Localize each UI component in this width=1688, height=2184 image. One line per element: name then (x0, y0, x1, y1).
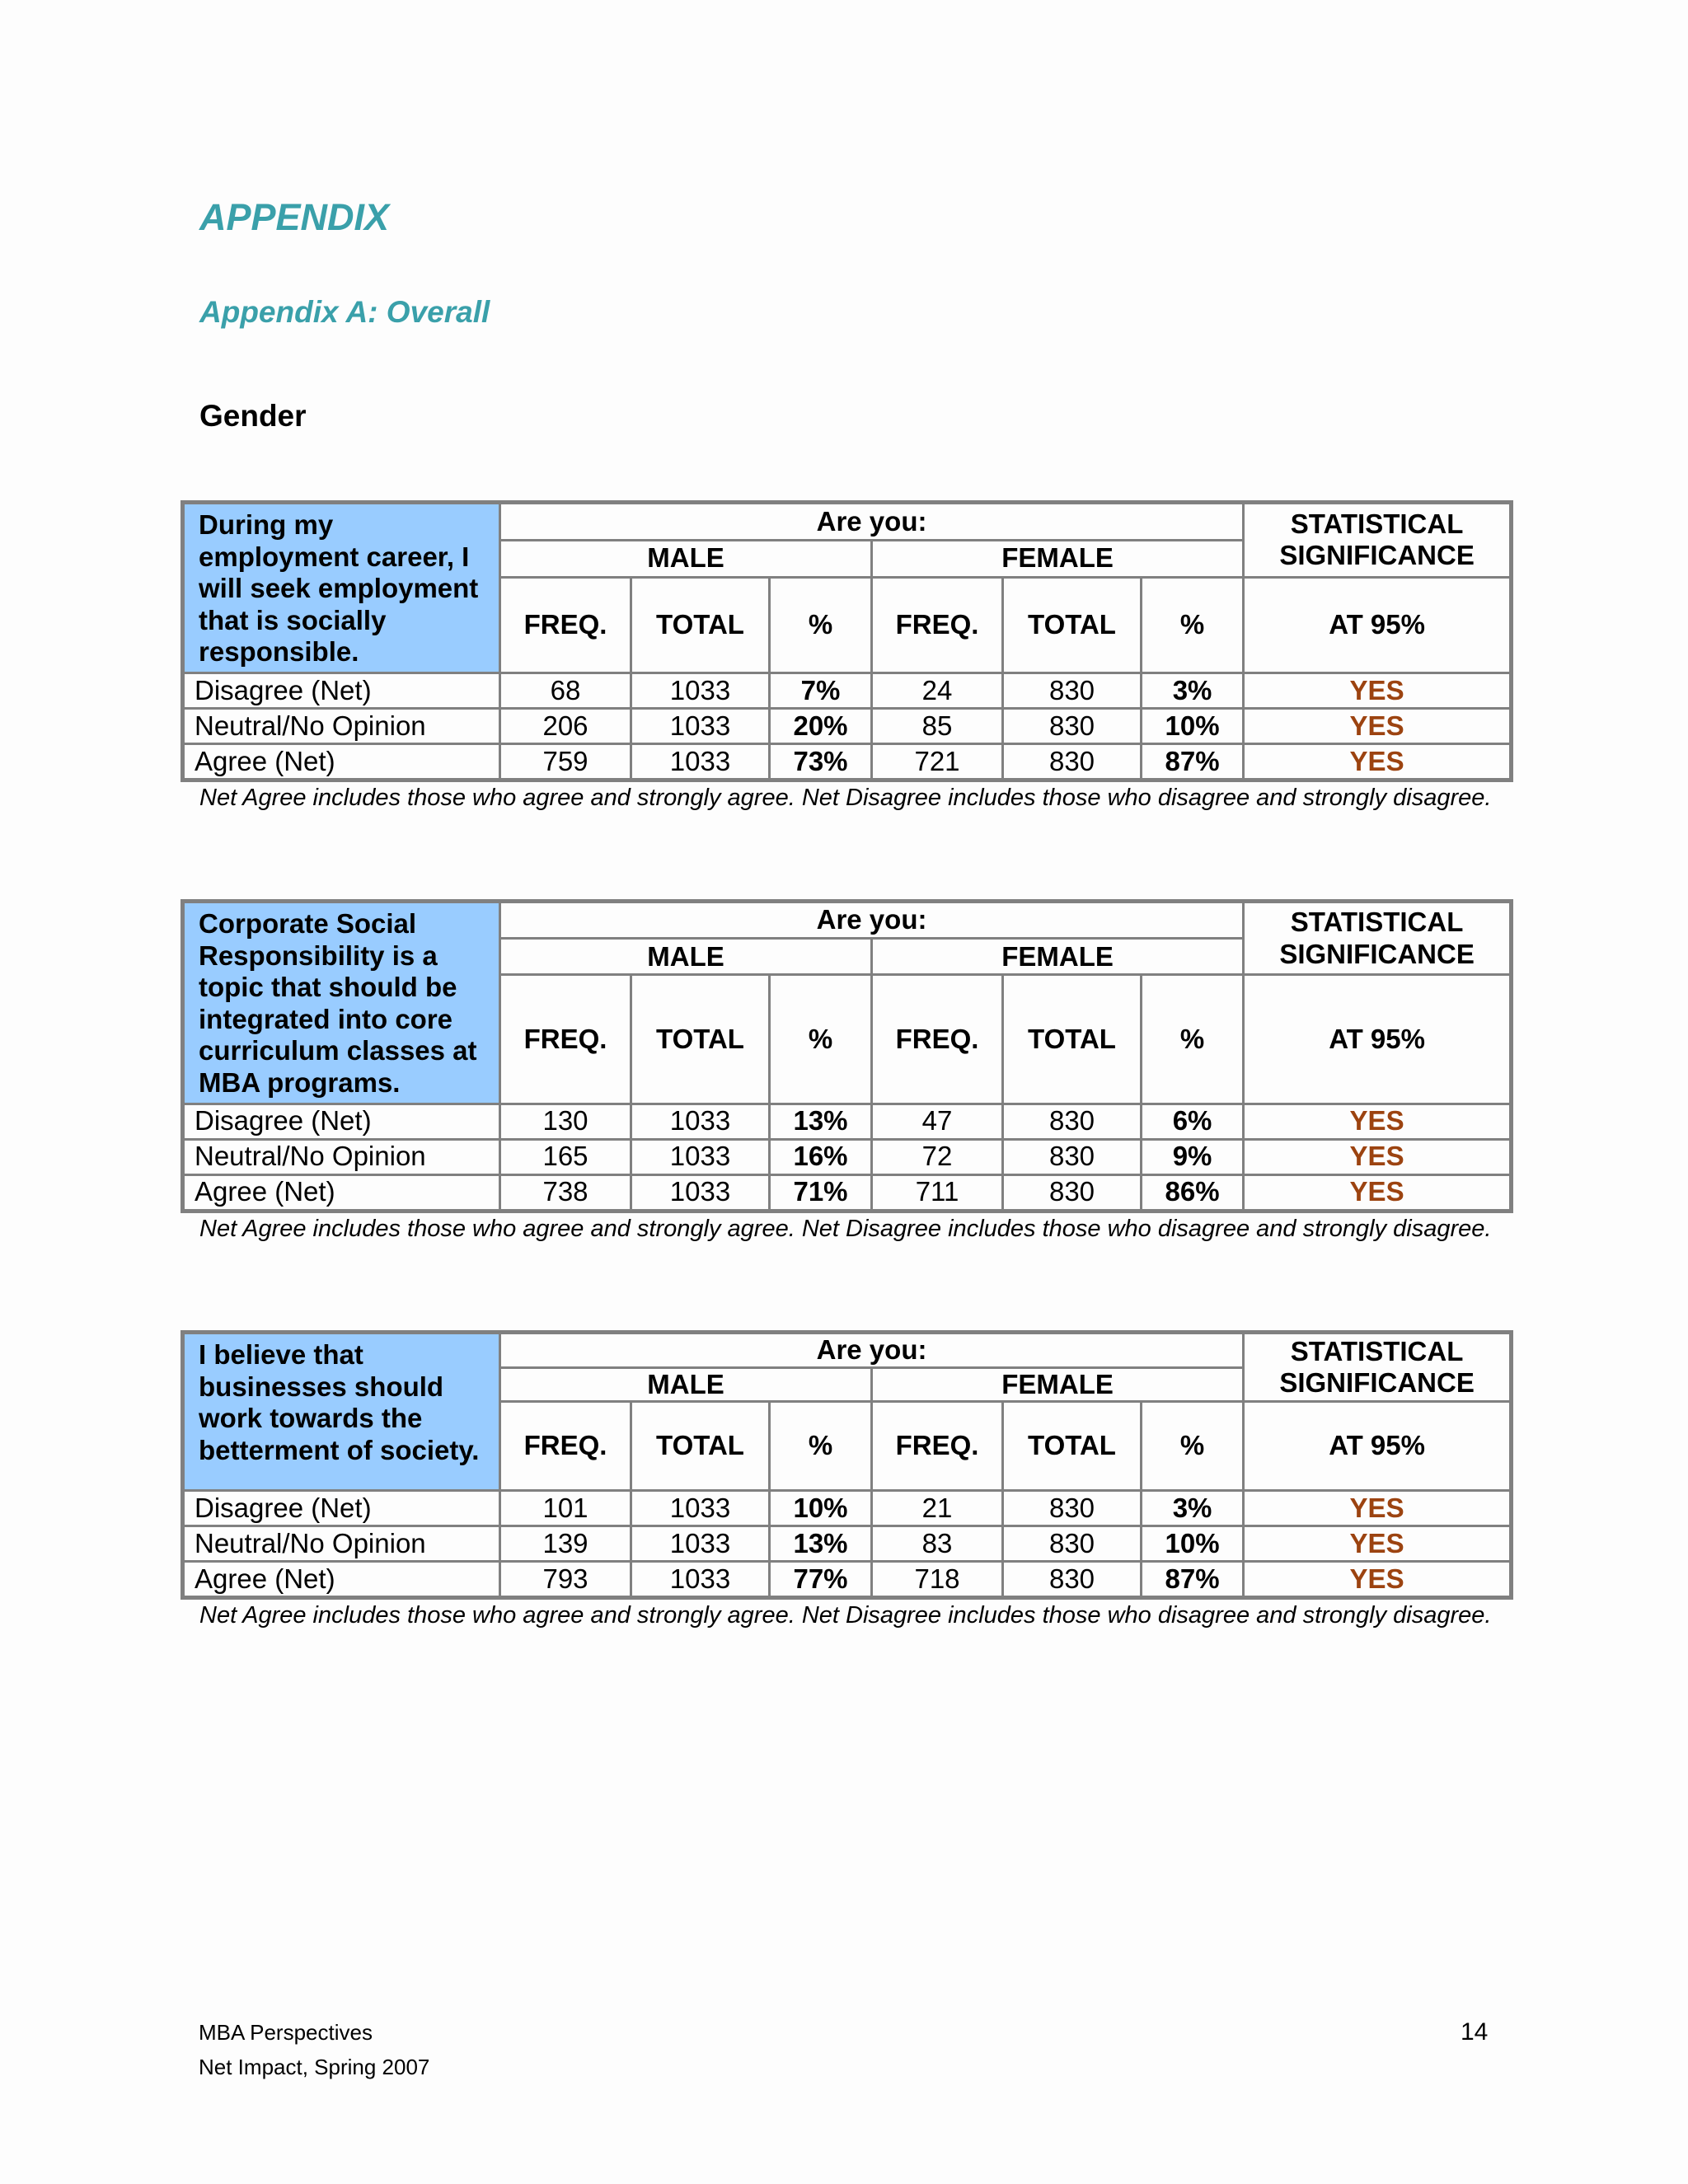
total-header: TOTAL (1003, 1402, 1142, 1491)
female-freq: 721 (872, 744, 1003, 780)
female-freq: 72 (872, 1139, 1003, 1174)
male-freq: 68 (500, 673, 631, 709)
total-header: TOTAL (1003, 577, 1142, 673)
male-total: 1033 (631, 744, 770, 780)
survey-table-block-1 (181, 500, 1509, 813)
female-total: 830 (1003, 709, 1142, 744)
female-total: 830 (1003, 1174, 1142, 1211)
male-freq: 759 (500, 744, 631, 780)
female-pct: 10% (1142, 709, 1244, 744)
pct-header: % (770, 577, 872, 673)
significance-value: YES (1244, 673, 1512, 709)
row-label: Disagree (Net) (183, 1491, 500, 1526)
subsection-title: Gender (199, 399, 307, 433)
female-total: 830 (1003, 1104, 1142, 1139)
freq-header: FREQ. (500, 577, 631, 673)
table-row (183, 709, 1512, 744)
survey-table-block-3 (181, 1330, 1509, 1630)
row-label: Agree (Net) (183, 744, 500, 780)
significance-value: YES (1244, 1562, 1512, 1598)
are-you-header: Are you: (500, 503, 1244, 541)
stat-sig-header: STATISTICAL SIGNIFICANCE (1244, 503, 1512, 578)
total-header: TOTAL (1003, 975, 1142, 1104)
male-total: 1033 (631, 673, 770, 709)
male-pct: 16% (770, 1139, 872, 1174)
table-row (183, 1139, 1512, 1174)
male-freq: 206 (500, 709, 631, 744)
survey-table (181, 1330, 1513, 1600)
question-cell: During my employment career, I will seek employment that is socially responsible. (183, 503, 500, 673)
male-freq: 793 (500, 1562, 631, 1598)
significance-value: YES (1244, 1526, 1512, 1562)
total-header: TOTAL (631, 975, 770, 1104)
female-pct: 87% (1142, 744, 1244, 780)
female-total: 830 (1003, 744, 1142, 780)
total-header: TOTAL (631, 577, 770, 673)
freq-header: FREQ. (872, 1402, 1003, 1491)
male-freq: 101 (500, 1491, 631, 1526)
table-footnote: Net Agree includes those who agree and strongly agree. Net Disagree includes those who disagree and strongly disagree. (199, 1602, 1492, 1629)
male-pct: 77% (770, 1562, 872, 1598)
male-header: MALE (500, 939, 872, 975)
table-row (183, 1526, 1512, 1562)
question-cell: Corporate Social Responsibility is a topic that should be integrated into core curriculum classes at MBA programs. (183, 902, 500, 1104)
female-freq: 24 (872, 673, 1003, 709)
female-freq: 85 (872, 709, 1003, 744)
female-pct: 3% (1142, 673, 1244, 709)
table-row (183, 1174, 1512, 1211)
stat-sig-header: STATISTICAL SIGNIFICANCE (1244, 902, 1512, 975)
row-label: Neutral/No Opinion (183, 1526, 500, 1562)
footer-publication: MBA Perspectives (199, 2020, 373, 2045)
female-pct: 6% (1142, 1104, 1244, 1139)
female-pct: 3% (1142, 1491, 1244, 1526)
table-row (183, 1104, 1512, 1139)
are-you-header: Are you: (500, 902, 1244, 939)
at95-header: AT 95% (1244, 577, 1512, 673)
total-header: TOTAL (631, 1402, 770, 1491)
pct-header: % (1142, 975, 1244, 1104)
male-freq: 738 (500, 1174, 631, 1211)
row-label: Neutral/No Opinion (183, 709, 500, 744)
male-header: MALE (500, 1367, 872, 1402)
female-total: 830 (1003, 1491, 1142, 1526)
pct-header: % (1142, 1402, 1244, 1491)
male-total: 1033 (631, 1174, 770, 1211)
significance-value: YES (1244, 744, 1512, 780)
pct-header: % (770, 1402, 872, 1491)
significance-value: YES (1244, 709, 1512, 744)
freq-header: FREQ. (500, 975, 631, 1104)
male-pct: 13% (770, 1104, 872, 1139)
female-freq: 718 (872, 1562, 1003, 1598)
female-total: 830 (1003, 1139, 1142, 1174)
survey-table-block-2 (181, 899, 1509, 1244)
row-label: Agree (Net) (183, 1562, 500, 1598)
male-pct: 20% (770, 709, 872, 744)
male-total: 1033 (631, 1104, 770, 1139)
male-total: 1033 (631, 1139, 770, 1174)
table-row (183, 673, 1512, 709)
significance-value: YES (1244, 1491, 1512, 1526)
male-pct: 13% (770, 1526, 872, 1562)
row-label: Disagree (Net) (183, 1104, 500, 1139)
at95-header: AT 95% (1244, 1402, 1512, 1491)
female-freq: 21 (872, 1491, 1003, 1526)
female-freq: 711 (872, 1174, 1003, 1211)
freq-header: FREQ. (500, 1402, 631, 1491)
page-title: APPENDIX (199, 196, 390, 238)
female-freq: 47 (872, 1104, 1003, 1139)
row-label: Neutral/No Opinion (183, 1139, 500, 1174)
footer-edition: Net Impact, Spring 2007 (199, 2055, 430, 2079)
female-header: FEMALE (872, 939, 1244, 975)
female-freq: 83 (872, 1526, 1003, 1562)
freq-header: FREQ. (872, 975, 1003, 1104)
stat-sig-header: STATISTICAL SIGNIFICANCE (1244, 1333, 1512, 1402)
male-freq: 130 (500, 1104, 631, 1139)
male-total: 1033 (631, 709, 770, 744)
male-freq: 139 (500, 1526, 631, 1562)
footer (199, 2015, 429, 2084)
pct-header: % (1142, 577, 1244, 673)
female-total: 830 (1003, 673, 1142, 709)
female-total: 830 (1003, 1562, 1142, 1598)
female-header: FEMALE (872, 540, 1244, 577)
significance-value: YES (1244, 1174, 1512, 1211)
page-number: 14 (1461, 2018, 1489, 2046)
significance-value: YES (1244, 1104, 1512, 1139)
table-row (183, 1491, 1512, 1526)
table-footnote: Net Agree includes those who agree and strongly agree. Net Disagree includes those who disagree and strongly disagree. (199, 785, 1492, 812)
section-title: Appendix A: Overall (199, 295, 490, 329)
pct-header: % (770, 975, 872, 1104)
male-pct: 73% (770, 744, 872, 780)
row-label: Disagree (Net) (183, 673, 500, 709)
female-pct: 9% (1142, 1139, 1244, 1174)
female-pct: 10% (1142, 1526, 1244, 1562)
male-pct: 7% (770, 673, 872, 709)
female-pct: 86% (1142, 1174, 1244, 1211)
survey-table (181, 899, 1513, 1213)
male-freq: 165 (500, 1139, 631, 1174)
row-label: Agree (Net) (183, 1174, 500, 1211)
female-header: FEMALE (872, 1367, 1244, 1402)
at95-header: AT 95% (1244, 975, 1512, 1104)
female-total: 830 (1003, 1526, 1142, 1562)
male-pct: 71% (770, 1174, 872, 1211)
table-row (183, 744, 1512, 780)
freq-header: FREQ. (872, 577, 1003, 673)
table-row (183, 1562, 1512, 1598)
question-cell: I believe that businesses should work towards the betterment of society. (183, 1333, 500, 1491)
survey-table (181, 500, 1513, 782)
male-total: 1033 (631, 1491, 770, 1526)
male-total: 1033 (631, 1526, 770, 1562)
male-header: MALE (500, 540, 872, 577)
male-pct: 10% (770, 1491, 872, 1526)
male-total: 1033 (631, 1562, 770, 1598)
female-pct: 87% (1142, 1562, 1244, 1598)
table-footnote: Net Agree includes those who agree and strongly agree. Net Disagree includes those who disagree and strongly disagree. (199, 1215, 1492, 1242)
significance-value: YES (1244, 1139, 1512, 1174)
are-you-header: Are you: (500, 1333, 1244, 1368)
